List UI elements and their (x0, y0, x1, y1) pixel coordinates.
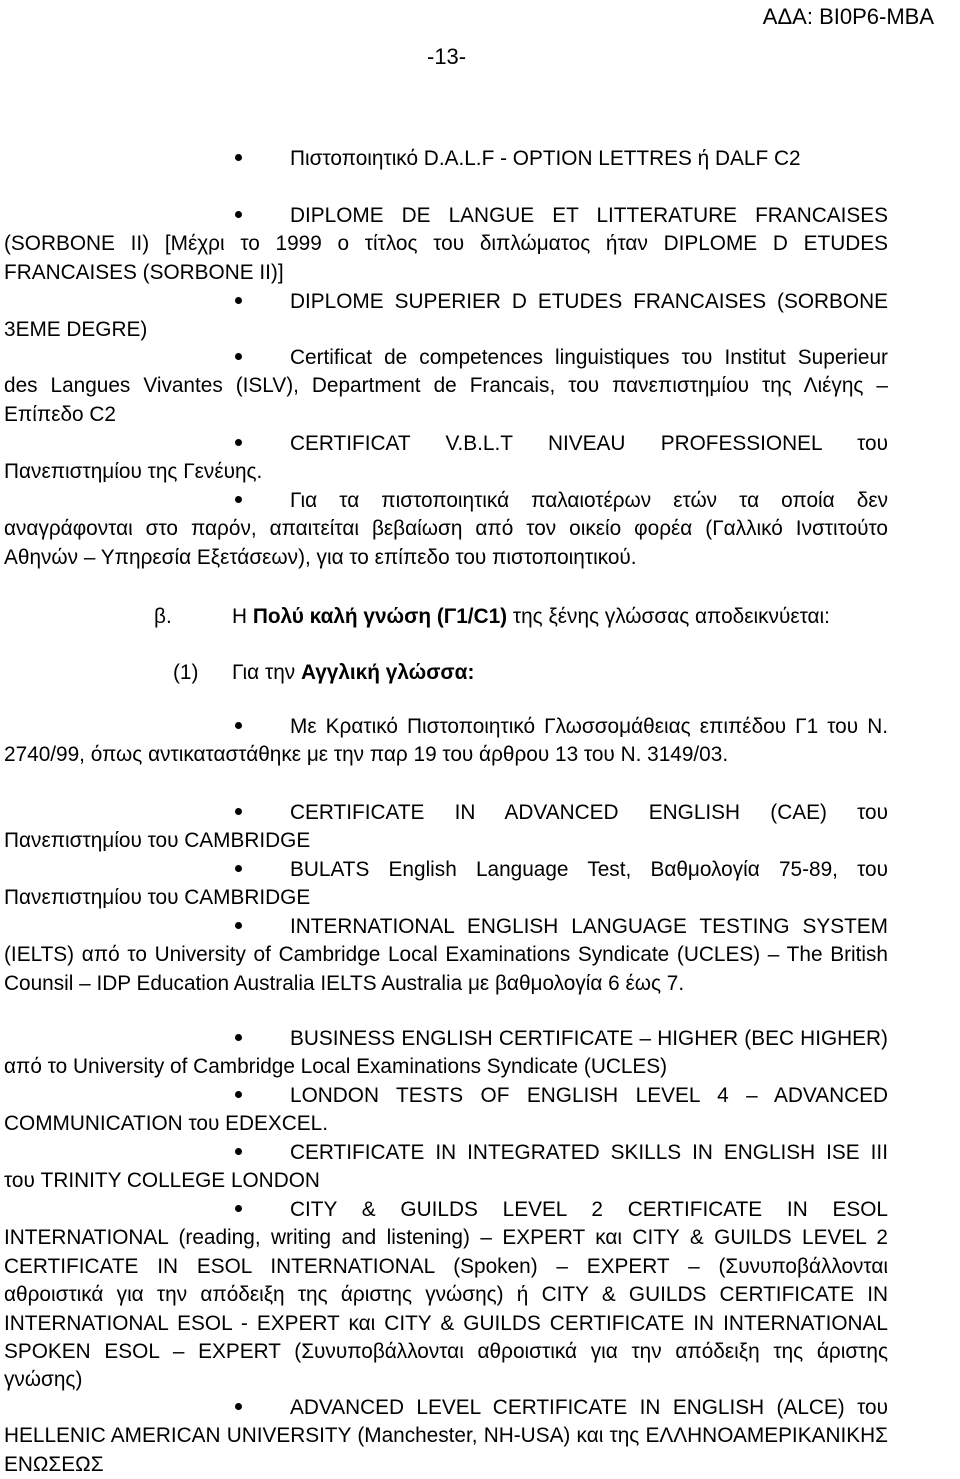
bullet-icon (4, 1149, 290, 1159)
ada-code: ΑΔΑ: ΒΙ0Ρ6-ΜΒΑ (762, 4, 934, 29)
list-item-alce: ADVANCED LEVEL CERTIFICATE IN ENGLISH (ALCE) του HELLENIC AMERICAN UNIVERSITY (Manchester, NH-USA) και της ΕΛΛΗΝΟΑΜΕΡΙΚΑΝΙΚΗΣ ΕΝΩΣΕΩΣ (4, 1396, 888, 1476)
list-item-bec-higher: BUSINESS ENGLISH CERTIFICATE – HIGHER (BEC HIGHER) από το University of Cambridge Local Examinations Syndicate (UCLES) (4, 1027, 888, 1079)
list-item-sorbonne-ii: DIPLOME DE LANGUE ET LITTERATURE FRANCAISES (SORBONE II) [Μέχρι το 1999 ο τίτλος του διπλώματος ήταν DIPLOME D ETUDES FRANCAISES (SORBONE II)] (4, 204, 888, 284)
section-b-heading: Η Πολύ καλή γνώση (Γ1/C1) της ξένης γλώσσας αποδεικνύεται: (232, 605, 830, 628)
bullet-icon (4, 1404, 290, 1414)
list-item-sorbonne-3eme: DIPLOME SUPERIER D ETUDES FRANCAISES (SORBONE 3EME DEGRE) (4, 290, 888, 342)
bullet-icon (4, 809, 290, 819)
list-item-london-tests: LONDON TESTS OF ENGLISH LEVEL 4 – ADVANCED COMMUNICATION του EDEXCEL. (4, 1084, 888, 1136)
bullet-icon (4, 1206, 290, 1216)
list-item-ielts: INTERNATIONAL ENGLISH LANGUAGE TESTING SYSTEM (IELTS) από το University of Cambridge Local Examinations Syndicate (UCLES) – The British Counsil – IDP Education Australia IELTS Australia με βαθμολογία 6 έως 7. (4, 915, 888, 995)
subsection-1-heading: Για την Αγγλική γλώσσα: (232, 661, 475, 684)
section-b-marker: β. (154, 605, 172, 628)
list-item-cae: CERTIFICATE IN ADVANCED ENGLISH (CAE) του Πανεπιστημίου του CAMBRIDGE (4, 801, 888, 853)
bullet-icon (4, 298, 290, 308)
list-item-bulats: BULATS English Language Test, Βαθμολογία 75-89, του Πανεπιστημίου του CAMBRIDGE (4, 858, 888, 910)
list-item-kpg: Με Κρατικό Πιστοποιητικό Γλωσσομάθειας επιπέδου Γ1 του Ν. 2740/99, όπως αντικαταστάθηκε με την παρ 19 του άρθρου 13 του Ν. 3149/03. (4, 715, 888, 767)
bullet-icon (4, 866, 290, 876)
bullet-icon (4, 1035, 290, 1045)
list-item-dalf: Πιστοποιητικό D.A.L.F - OPTION LETTRES ή DALF C2 (4, 145, 888, 173)
bullet-icon (4, 923, 290, 933)
list-item-vblt: CERTIFICAT V.B.L.T NIVEAU PROFESSIONEL του Πανεπιστημίου της Γενέυης. (4, 432, 888, 484)
bullet-icon (4, 354, 290, 364)
bullet-icon (4, 155, 290, 165)
list-item-older-certificates: Για τα πιστοποιητικά παλαιοτέρων ετών τα οποία δεν αναγράφονται στο παρόν, απαιτείται βεβαίωση από τον οικείο φορέα (Γαλλικό Ινστιτούτο Αθηνών – Υπηρεσία Εξετάσεων), για το επίπεδο του πιστοποιητικού. (4, 489, 888, 569)
bullet-icon (4, 497, 290, 507)
bullet-icon (4, 723, 290, 733)
bullet-icon (4, 1092, 290, 1102)
list-item-city-guilds: CITY & GUILDS LEVEL 2 CERTIFICATE IN ESOL INTERNATIONAL (reading, writing and listening) – EXPERT και CITY & GUILDS LEVEL 2 CERTIFICATE IN ESOL INTERNATIONAL (Spoken) – EXPERT – (Συνυποβάλλονται αθροιστικά για την απόδειξη της άριστης γνώσης) ή CITY & GUILDS CERTIFICATE IN INTERNATIONAL ESOL - EXPERT και CITY & GUILDS CERTIFICATE IN INTERNATIONAL SPOKEN ESOL – EXPERT (Συνυποβάλλονται αθροιστικά για την απόδειξη της άριστης γνώσης) (4, 1198, 888, 1392)
page-number: -13- (427, 44, 467, 69)
list-item-ise-iii: CERTIFICATE IN INTEGRATED SKILLS IN ENGLISH ISE III του TRINITY COLLEGE LONDON (4, 1141, 888, 1193)
bullet-icon (4, 212, 290, 222)
bullet-icon (4, 440, 290, 450)
subsection-1-marker: (1) (173, 661, 199, 684)
list-item-islv: Certificat de competences linguistiques του Institut Superieur des Langues Vivantes (ISLV), Department de Francais, του πανεπιστημίου της Λιέγης – Επίπεδο C2 (4, 346, 888, 426)
